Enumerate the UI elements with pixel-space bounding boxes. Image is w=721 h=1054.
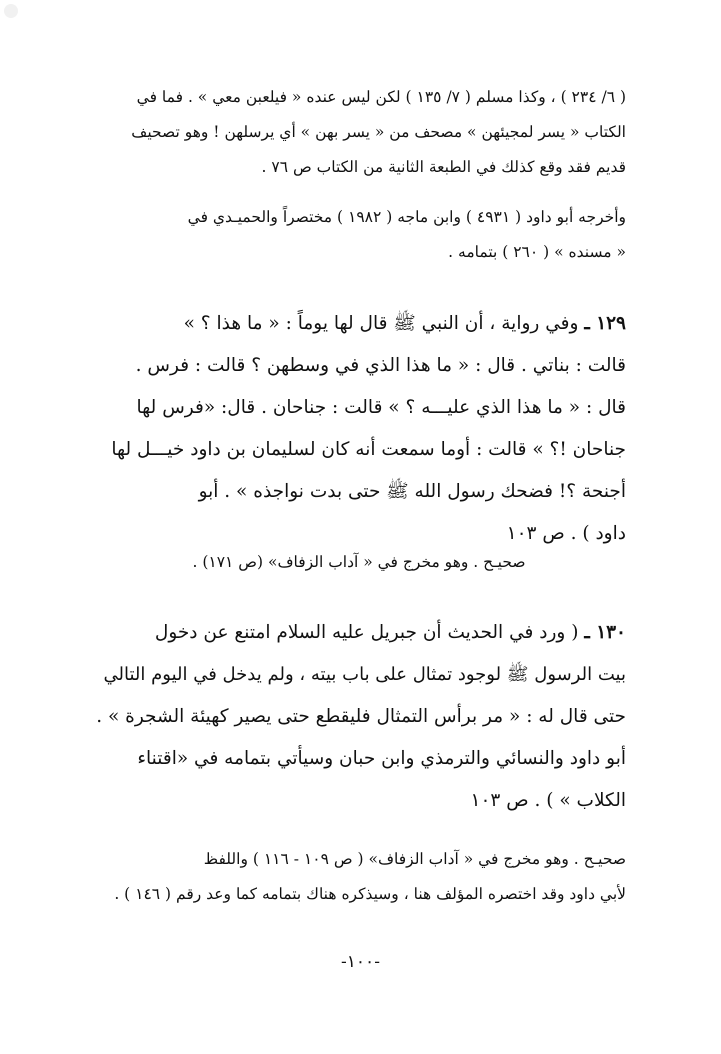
note-line: ( ٦/ ٢٣٤ ) ، وكذا مسلم ( ٧/ ١٣٥ ) لكن ليس عنده « فيلعبن معي » . فما في: [136, 88, 626, 106]
hadith-line: قالت : بناتي . قال : « ما هذا الذي في وسطهن ؟ قالت : فرس .: [135, 355, 626, 376]
note-line: الكتاب « يسر لمجيئهن » مصحف من « يسر بهن » أي يرسلهن ! وهو تصحيف: [131, 123, 626, 141]
grade-line: لأبي داود وقد اختصره المؤلف هنا ، وسيذكره هناك بتمامه كما وعد رقم ( ١٤٦ ) .: [114, 885, 626, 903]
takhrij-128: [92, 200, 626, 270]
note-line: قديم فقد وقع كذلك في الطبعة الثانية من الكتاب ص ٧٦ .: [261, 158, 626, 176]
source-line: الكلاب » ) . ص ١٠٣: [470, 790, 626, 811]
takhrij-line: وأخرجه أبو داود ( ٤٩٣١ ) وابن ماجه ( ١٩٨٢ ) مختصراً والحميـدي في: [187, 208, 626, 226]
grade-130: [92, 842, 626, 912]
hadith-line: قال : « ما هذا الذي عليـــه ؟ » قالت : جناحان . قال: «فرس لها: [136, 397, 626, 418]
note-128: [92, 80, 626, 185]
hadith-line: أجنحة ؟! فضحك رسول الله ﷺ حتى بدت نواجذه » . أبو: [198, 481, 626, 502]
takhrij-line: « مسنده » ( ٢٦٠ ) بتمامه .: [448, 243, 626, 261]
hadith-number: ١٢٩ ـ: [584, 313, 626, 334]
hadith-line: داود ) . ص ١٠٣: [506, 523, 626, 544]
hadith-line: [92, 303, 626, 345]
source-line: أبو داود والنسائي والترمذي وابن حبان وسيأتي بتمامه في «اقتناء: [137, 748, 626, 769]
hadith-line: جناحان !؟ » قالت : أوما سمعت أنه كان لسليمان بن داود خيـــل لها: [111, 439, 626, 460]
source-130: [92, 738, 626, 822]
hadith-130: [92, 612, 626, 738]
grade-129: صحيـح . وهو مخرج في « آداب الزفاف» (ص ١٧١) .: [192, 553, 526, 571]
hadith-line: حتى قال له : « مر برأس التمثال فليقطع حتى يصير كهيئة الشجرة » .: [96, 706, 626, 727]
hadith-line-text: وفي رواية ، أن النبي ﷺ قال لها يوماً : « ما هذا ؟ »: [183, 313, 579, 334]
hadith-line: بيت الرسول ﷺ لوجود تمثال على باب بيته ، ولم يدخل في اليوم التالي: [103, 664, 626, 685]
hadith-line-text: ( ورد في الحديث أن جبريل عليه السلام امتنع عن دخول: [154, 622, 579, 643]
grade-line: صحيـح . وهو مخرج في « آداب الزفاف» ( ص ١٠٩ - ١١٦ ) واللفظ: [203, 850, 626, 868]
page-corner-mark: [4, 4, 18, 18]
hadith-129: [92, 303, 626, 555]
hadith-line: [92, 612, 626, 654]
page-number: -١٠٠-: [341, 952, 380, 972]
hadith-number: ١٣٠ ـ: [584, 622, 626, 643]
